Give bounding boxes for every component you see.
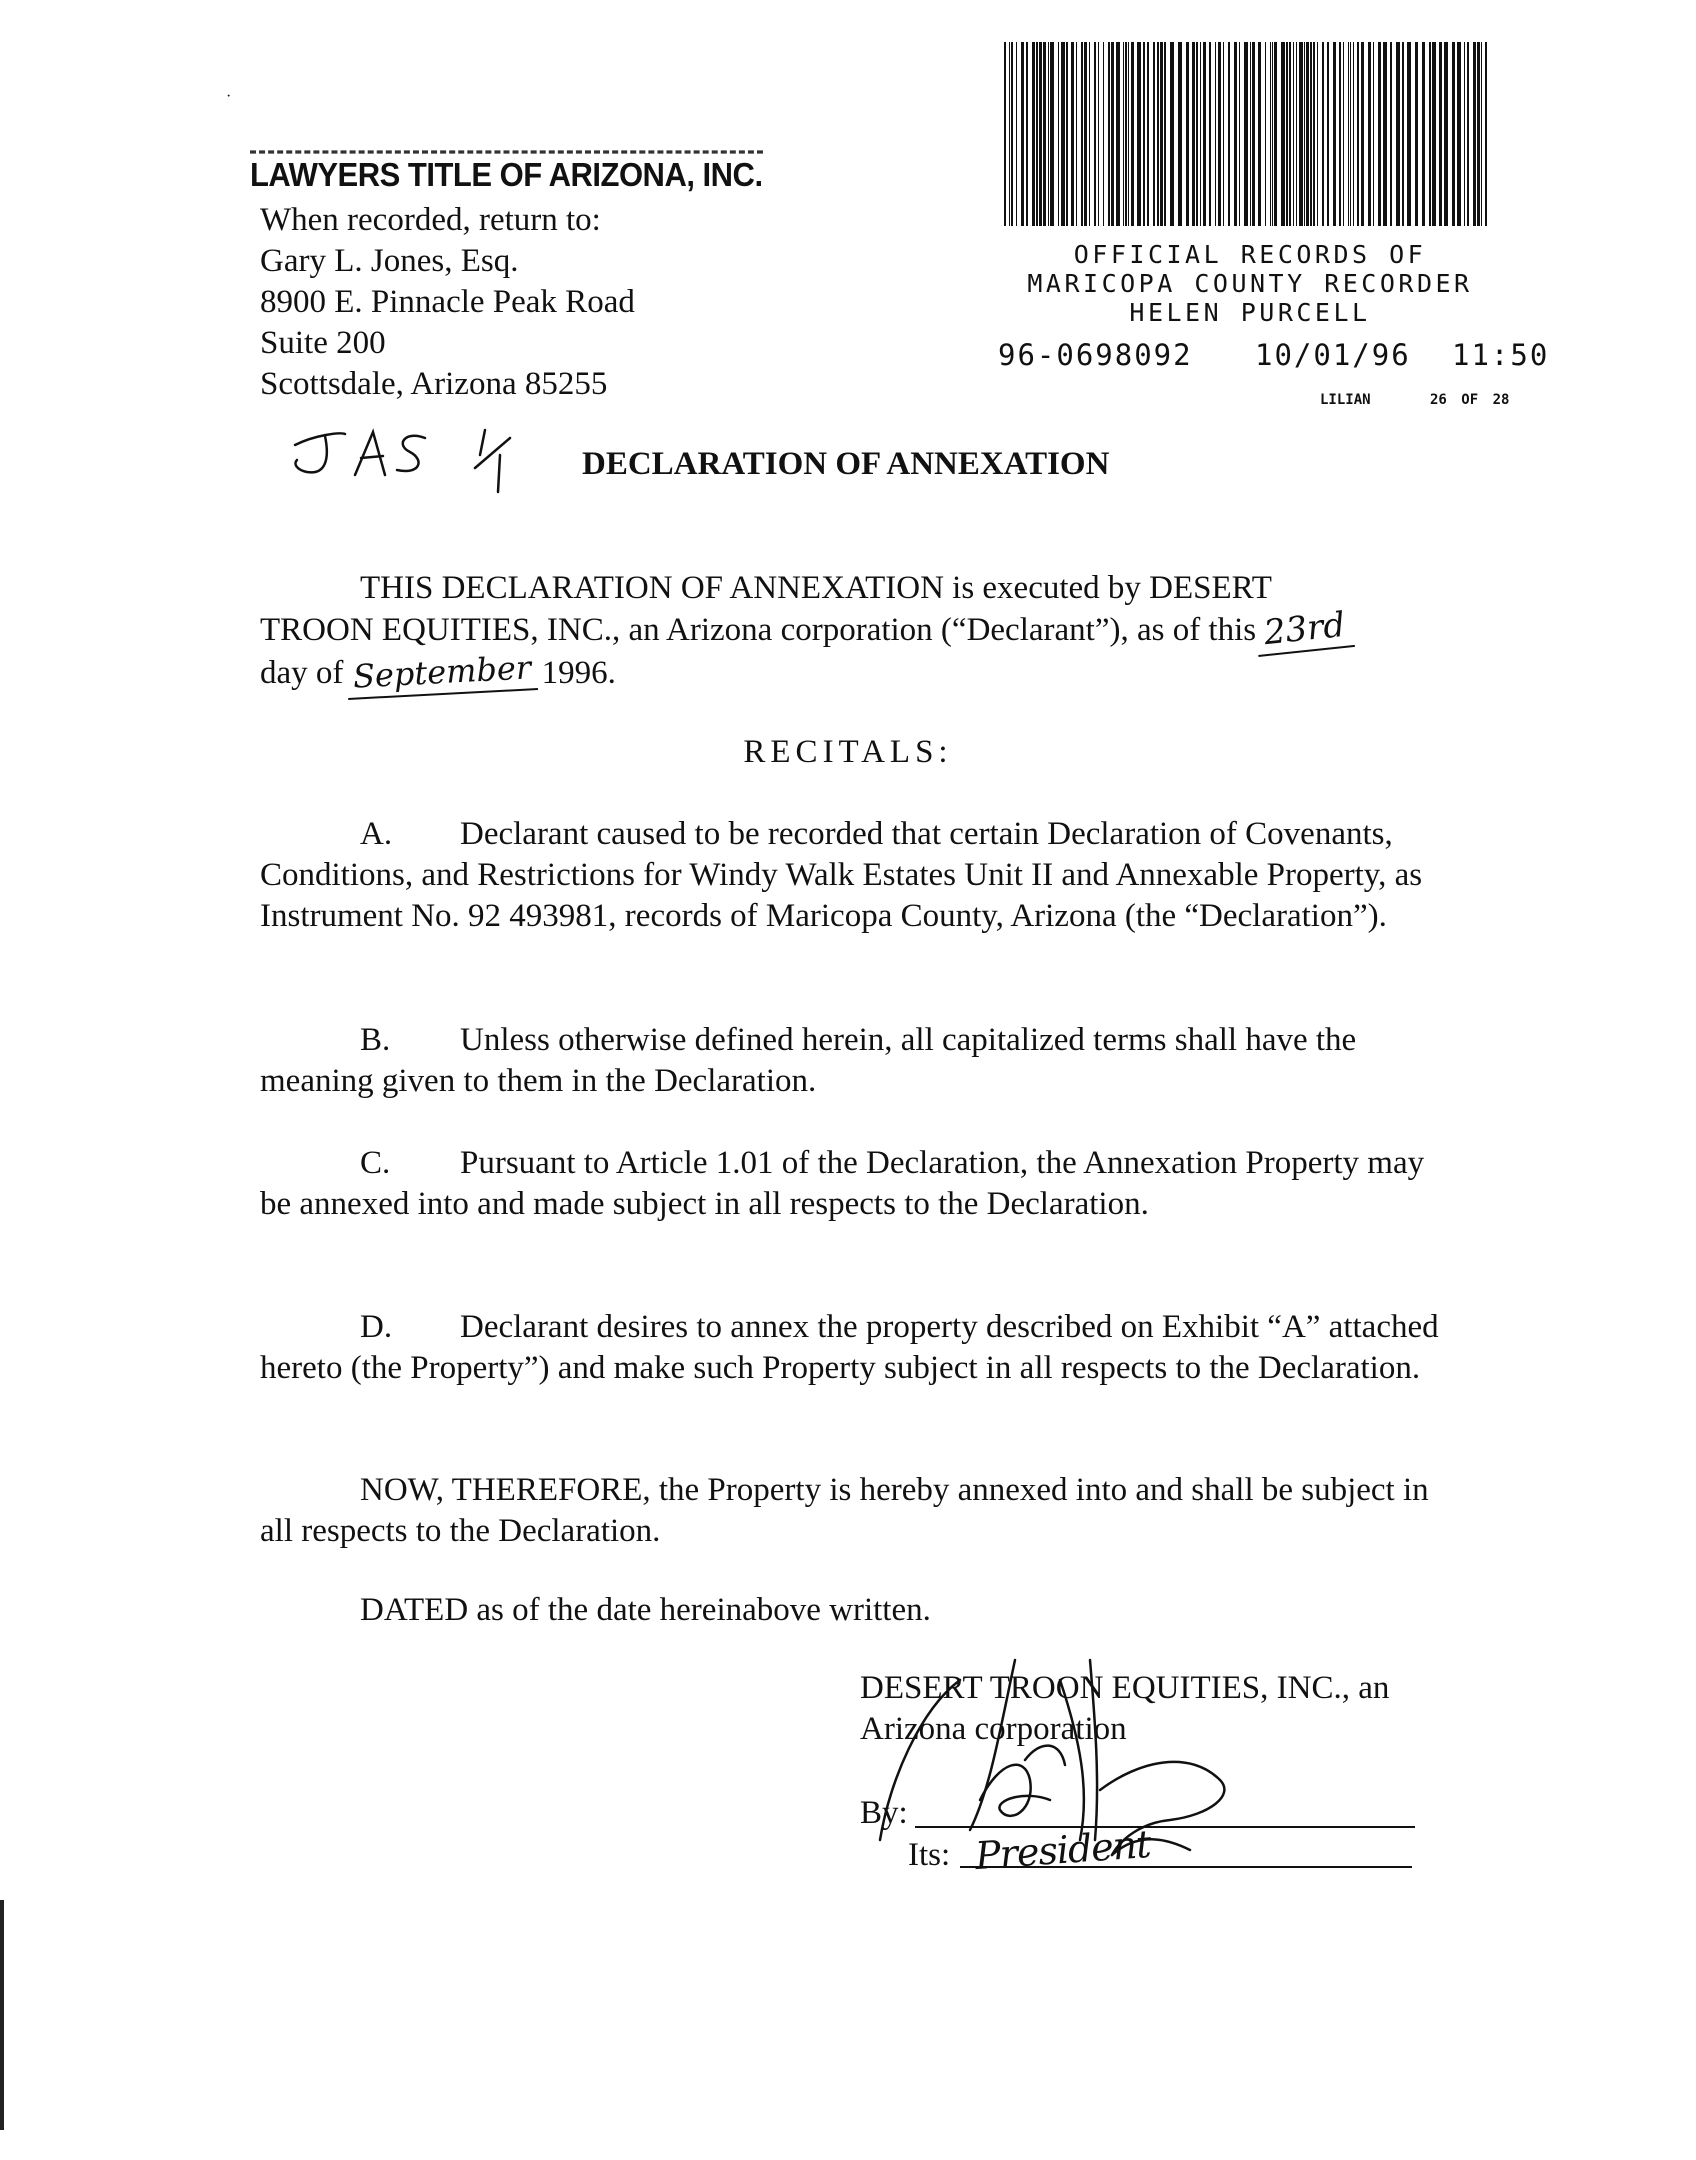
barcode-bar (1310, 42, 1312, 226)
barcode-bar (1066, 42, 1068, 226)
barcode-bar (1477, 42, 1480, 226)
barcode-bar (1270, 42, 1271, 226)
recital-letter: D. (360, 1309, 393, 1345)
recording-date: 10/01/96 (1255, 338, 1411, 372)
barcode-bar (1203, 42, 1206, 226)
clerk-name: LILIAN (1320, 392, 1371, 408)
recital-letter: C. (360, 1145, 391, 1181)
barcode-bar (1239, 42, 1240, 226)
barcode-bar (1021, 42, 1024, 226)
barcode-bar (1192, 42, 1195, 226)
barcode-bar (1111, 42, 1114, 226)
barcode-bar (1274, 42, 1277, 226)
recital-item (260, 1307, 1460, 1389)
barcode-bar (1143, 42, 1145, 226)
barcode-bar (1058, 42, 1059, 226)
barcode-bar (1317, 42, 1318, 226)
barcode-bar (1272, 42, 1273, 226)
return-line: 8900 E. Pinnacle Peak Road (260, 284, 635, 320)
handwritten-month: September (346, 647, 538, 700)
return-address-block (260, 200, 635, 405)
barcode-bar (1452, 42, 1455, 226)
barcode-bar (1304, 42, 1305, 226)
barcode-bar (1333, 42, 1336, 226)
intro-paragraph (260, 568, 1460, 695)
barcode-bar (1215, 42, 1216, 226)
barcode-bar (1009, 42, 1010, 226)
barcode-bar (1098, 42, 1099, 226)
barcode-bar (1473, 42, 1476, 226)
barcode (1002, 42, 1492, 226)
intro-line (260, 648, 1460, 696)
page-count: 26 OF 28 (1430, 392, 1510, 408)
barcode-bar (1457, 42, 1461, 226)
recital-item (260, 1020, 1460, 1102)
barcode-bar (1327, 42, 1329, 226)
barcode-bar (1485, 42, 1487, 226)
recorder-line: HELEN PURCELL (1129, 298, 1371, 327)
barcode-bar (1061, 42, 1065, 226)
recital-letter: A. (360, 816, 393, 852)
barcode-bar (1348, 42, 1349, 226)
barcode-bar (1396, 42, 1400, 226)
barcode-bar (1467, 42, 1469, 226)
recital-item (260, 814, 1460, 937)
barcode-bar (1071, 42, 1074, 226)
barcode-bar (1094, 42, 1096, 226)
barcode-bar (1043, 42, 1046, 226)
intro-text: TROON EQUITIES, INC., an Arizona corporation (“Declarant”), as of this (260, 612, 1257, 648)
barcode-bar (1432, 42, 1436, 226)
barcode-bar (1170, 42, 1174, 226)
barcode-bar (1103, 42, 1104, 226)
barcode-bar (1378, 42, 1381, 226)
barcode-bar (1313, 42, 1315, 226)
barcode-bar (1250, 42, 1251, 226)
barcode-bar (1415, 42, 1418, 226)
scan-speck: · (226, 88, 232, 105)
barcode-bar (1084, 42, 1087, 226)
recital-text: Declarant desires to annex the property described on Exhibit “A” attached hereto (the Property”) and make such Property subject in all respects to the Declaration. (260, 1309, 1439, 1386)
recital-text: Unless otherwise defined herein, all capitalized terms shall have the meaning given to them in the Declaration. (260, 1022, 1357, 1099)
barcode-bar (1390, 42, 1392, 226)
barcode-bar (1481, 42, 1482, 226)
barcode-bar (1004, 42, 1006, 226)
recorder-line: MARICOPA COUNTY RECORDER (1027, 269, 1473, 298)
signatory-entity: DESERT TROON EQUITIES, INC., an (860, 1670, 1390, 1706)
recorder-line: OFFICIAL RECORDS OF (1073, 240, 1427, 269)
barcode-bar (1128, 42, 1129, 226)
barcode-bar (1373, 42, 1374, 226)
barcode-bar (1357, 42, 1359, 226)
handwritten-day: 23rd (1254, 604, 1355, 657)
return-line: When recorded, return to: (260, 202, 601, 238)
barcode-bar (1147, 42, 1149, 226)
barcode-bar (1339, 42, 1341, 226)
handwritten-title: President (973, 1821, 1152, 1879)
barcode-bar (1164, 42, 1166, 226)
scan-edge-mark (0, 1900, 4, 2130)
barcode-bar (1281, 42, 1285, 226)
by-label: By: (860, 1795, 908, 1831)
barcode-bar (1383, 42, 1387, 226)
barcode-bar (1234, 42, 1237, 226)
barcode-bar (1361, 42, 1364, 226)
barcode-bar (1011, 42, 1013, 226)
barcode-bar (1322, 42, 1324, 226)
intro-line: THIS DECLARATION OF ANNEXATION is executed by DESERT (360, 570, 1272, 606)
barcode-bar (1186, 42, 1189, 226)
recital-item (260, 1143, 1460, 1225)
barcode-bar (1368, 42, 1371, 226)
barcode-bar (1299, 42, 1303, 226)
barcode-bar (1032, 42, 1035, 226)
barcode-bar (1123, 42, 1124, 226)
company-letterhead: LAWYERS TITLE OF ARIZONA, INC. (250, 150, 763, 194)
barcode-bar (1422, 42, 1425, 226)
recorder-stamp (1000, 240, 1500, 327)
handwritten-initials (285, 420, 545, 500)
its-label: Its: (908, 1837, 951, 1873)
barcode-bar (1178, 42, 1182, 226)
barcode-bar (1306, 42, 1309, 226)
barcode-bar (1296, 42, 1297, 226)
intro-line (260, 604, 1460, 654)
barcode-bar (1223, 42, 1224, 226)
barcode-bar (1353, 42, 1354, 226)
barcode-bar (1244, 42, 1248, 226)
barcode-bar (1252, 42, 1255, 226)
dated-line: DATED as of the date hereinabove written. (360, 1592, 931, 1628)
barcode-bar (1016, 42, 1017, 226)
barcode-bar (1160, 42, 1163, 226)
recitals-heading: RECITALS: (743, 734, 953, 770)
barcode-bar (1289, 42, 1291, 226)
barcode-bar (1137, 42, 1141, 226)
barcode-bar (1343, 42, 1344, 226)
barcode-bar (1048, 42, 1049, 226)
barcode-bar (1464, 42, 1465, 226)
barcode-bar (1157, 42, 1159, 226)
barcode-bar (1407, 42, 1411, 226)
barcode-bar (1444, 42, 1448, 226)
signature-scrawl (850, 1640, 1270, 1900)
barcode-bar (1076, 42, 1077, 226)
return-line: Gary L. Jones, Esq. (260, 243, 519, 279)
now-therefore-paragraph: NOW, THEREFORE, the Property is hereby annexed into and shall be subject in all respects to the Declaration. (260, 1472, 1429, 1549)
document-title: DECLARATION OF ANNEXATION (582, 446, 1110, 482)
barcode-bar (1265, 42, 1266, 226)
intro-text: 1996. (541, 655, 616, 691)
barcode-bar (1039, 42, 1042, 226)
recording-time: 11:50 (1452, 338, 1550, 372)
barcode-bar (1026, 42, 1028, 226)
recital-text: Declarant caused to be recorded that certain Declaration of Covenants, Conditions, and Restrictions for Windy Walk Estates Unit II and Annexable Property, as Instrument No. 92 493981, records of Maricopa County, Arizona (the “Declaration”). (260, 816, 1423, 934)
barcode-bar (1153, 42, 1155, 226)
barcode-bar (1439, 42, 1442, 226)
signatory-entity: Arizona corporation (860, 1711, 1127, 1747)
barcode-bar (1429, 42, 1431, 226)
barcode-bar (1036, 42, 1038, 226)
barcode-bar (1402, 42, 1404, 226)
barcode-bar (1196, 42, 1198, 226)
return-line: Scottsdale, Arizona 85255 (260, 366, 608, 402)
barcode-bar (1089, 42, 1090, 226)
barcode-bar (1050, 42, 1054, 226)
barcode-bar (1131, 42, 1134, 226)
barcode-bar (1228, 42, 1230, 226)
barcode-bar (1286, 42, 1288, 226)
barcode-bar (1293, 42, 1294, 226)
barcode-bar (1125, 42, 1127, 226)
barcode-bar (1081, 42, 1083, 226)
barcode-bar (1108, 42, 1110, 226)
barcode-bar (1258, 42, 1261, 226)
barcode-bar (1116, 42, 1120, 226)
barcode-bar (1218, 42, 1221, 226)
recital-letter: B. (360, 1022, 391, 1058)
instrument-number: 96-0698092 (998, 338, 1193, 372)
recital-text: Pursuant to Article 1.01 of the Declaration, the Annexation Property may be annexed into and made subject in all respects to the Declaration. (260, 1145, 1425, 1222)
return-line: Suite 200 (260, 325, 386, 361)
intro-text: day of (260, 655, 344, 691)
barcode-bar (1200, 42, 1201, 226)
barcode-bar (1350, 42, 1351, 226)
barcode-bar (1209, 42, 1211, 226)
